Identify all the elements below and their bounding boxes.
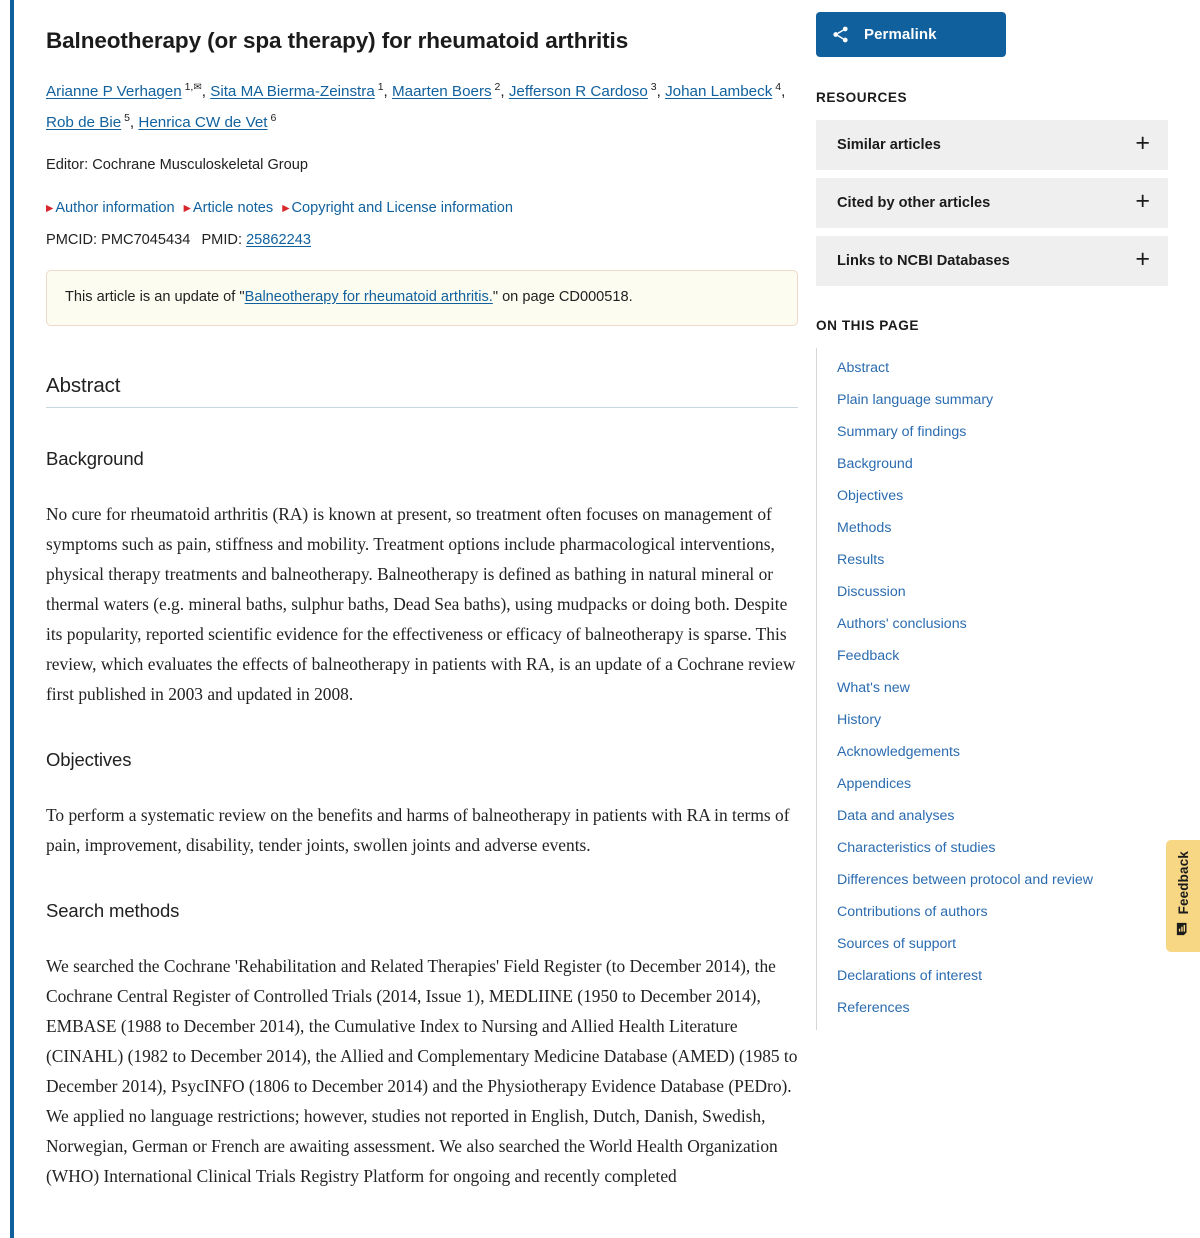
- abstract-heading: Abstract: [46, 374, 798, 408]
- author-affiliation-marker: 6: [267, 112, 277, 125]
- editor-name: Cochrane Musculoskeletal Group: [92, 157, 309, 174]
- on-this-page-link[interactable]: History: [837, 712, 882, 728]
- update-notice-prefix: This article is an update of ": [65, 288, 245, 305]
- on-this-page-link[interactable]: What's new: [837, 680, 910, 696]
- feedback-label: Feedback: [1175, 851, 1191, 915]
- share-icon: [816, 25, 864, 44]
- resource-accordion-row[interactable]: [816, 236, 1168, 286]
- on-this-page-link[interactable]: Acknowledgements: [837, 744, 961, 760]
- resource-accordion-row[interactable]: [816, 178, 1168, 228]
- meta-link[interactable]: [282, 200, 513, 216]
- author-separator: ,: [383, 83, 392, 101]
- resources-heading: RESOURCES: [816, 90, 908, 105]
- triangle-right-icon: ▶: [46, 203, 54, 215]
- author-affiliation-marker: 5: [121, 112, 130, 125]
- author-separator: ,: [656, 83, 666, 101]
- on-this-page-link[interactable]: Differences between protocol and review: [837, 872, 1094, 888]
- section-paragraph: We searched the Cochrane 'Rehabilitation and Related Therapies' Field Register (to December 2014), the Cochrane Central Register of Controlled Trials (2014, Issue 1), MEDLIINE (1950 to December 2014), EMBASE (1988 to December 2014), the Cumulative Index to Nursing and Allied Health Literature (CINAHL) (1982 to December 2014), the Allied and Complementary Medicine Database (AMED) (1985 to December 2014), PsycINFO (1806 to December 2014) and the Physiotherapy Evidence Database (PEDro). We applied no language restrictions; however, studies not reported in English, Dutch, Danish, Swedish, Norwegian, German or French are awaiting assessment. We also searched the World Health Organization (WHO) International Clinical Trials Registry Platform for ongoing and recently completed: [46, 956, 798, 1187]
- on-this-page-link[interactable]: Appendices: [837, 776, 912, 792]
- resources-accordion: [816, 120, 1168, 286]
- pmid-label: PMID:: [201, 231, 242, 248]
- on-this-page-link[interactable]: Sources of support: [837, 936, 957, 952]
- on-this-page-link[interactable]: Authors' conclusions: [837, 616, 967, 632]
- on-this-page-link[interactable]: Data and analyses: [837, 808, 955, 824]
- resource-label: Similar articles: [837, 137, 941, 153]
- left-accent-rail: [10, 0, 14, 1238]
- meta-link[interactable]: [46, 200, 175, 216]
- author-separator: ,: [129, 114, 139, 132]
- section-heading: Search methods: [46, 900, 180, 922]
- resource-accordion-row[interactable]: [816, 120, 1168, 170]
- on-this-page-link[interactable]: Contributions of authors: [837, 904, 988, 920]
- author-list: [46, 76, 798, 138]
- article-column: [46, 0, 798, 1191]
- on-this-page-link[interactable]: References: [837, 1000, 910, 1016]
- on-this-page-link[interactable]: Feedback: [837, 648, 900, 664]
- author-affiliation-marker: 1: [374, 81, 384, 94]
- on-this-page-link[interactable]: Abstract: [837, 360, 890, 376]
- meta-link[interactable]: [184, 200, 274, 216]
- plus-icon[interactable]: +: [1135, 187, 1150, 215]
- section-heading: Objectives: [46, 749, 132, 771]
- identifiers-line: [46, 232, 798, 248]
- on-this-page-link[interactable]: Discussion: [837, 584, 906, 600]
- section-paragraph: To perform a systematic review on the benefits and harms of balneotherapy in patients with RA in terms of pain, improvement, disability, tender joints, swollen joints and adverse events.: [46, 805, 790, 856]
- permalink-label: Permalink: [864, 26, 937, 43]
- author-separator: ,: [500, 83, 509, 101]
- author-link[interactable]: Sita MA Bierma-Zeinstra: [210, 83, 375, 101]
- meta-link-label: Author information: [55, 200, 175, 217]
- abstract-sections: [46, 448, 798, 1191]
- triangle-right-icon: ▶: [183, 203, 191, 215]
- pmcid-label: PMCID:: [46, 231, 98, 248]
- on-this-page-nav: [816, 348, 1168, 1030]
- author-separator: ,: [781, 83, 786, 101]
- on-this-page-link[interactable]: Objectives: [837, 488, 904, 504]
- page-title: Balneotherapy (or spa therapy) for rheumatoid arthritis: [46, 28, 629, 53]
- triangle-right-icon: ▶: [282, 203, 290, 215]
- author-link[interactable]: Jefferson R Cardoso: [508, 83, 648, 101]
- update-notice-suffix: " on page CD000518.: [492, 288, 633, 305]
- author-separator: ,: [201, 83, 211, 101]
- meta-link-label: Article notes: [192, 200, 274, 217]
- update-notice-box: [46, 270, 798, 326]
- on-this-page-link[interactable]: Summary of findings: [837, 424, 967, 440]
- author-affiliation-marker: 2: [491, 81, 501, 94]
- sidebar: [816, 0, 1168, 1030]
- meta-links: [46, 200, 798, 218]
- plus-icon[interactable]: +: [1135, 245, 1150, 273]
- resource-label: Links to NCBI Databases: [837, 253, 1010, 269]
- pmid-link[interactable]: 25862243: [246, 231, 311, 248]
- on-this-page-heading: ON THIS PAGE: [816, 318, 920, 333]
- on-this-page-link[interactable]: Characteristics of studies: [837, 840, 996, 856]
- envelope-icon[interactable]: ✉: [193, 82, 202, 94]
- section-paragraph: No cure for rheumatoid arthritis (RA) is known at present, so treatment often focuses on management of symptoms such as pain, stiffness and mobility. Treatment options include pharmacological interventions, physical therapy treatments and balneotherapy. Balneotherapy is defined as bathing in natural mineral or thermal waters (e.g. mineral baths, sulphur baths, Dead Sea baths), using mudpacks or doing both. Despite its popularity, reported scientific evidence for the effectiveness or efficacy of balneotherapy is sparse. This review, which evaluates the effects of balneotherapy in patients with RA, is an update of a Cochrane review first published in 2003 and updated in 2008.: [46, 504, 796, 705]
- editor-label: Editor:: [46, 157, 89, 174]
- author-link[interactable]: Maarten Boers: [392, 83, 492, 101]
- on-this-page-link[interactable]: Declarations of interest: [837, 968, 983, 984]
- on-this-page-link[interactable]: Methods: [837, 520, 892, 536]
- chart-icon: [1176, 922, 1190, 941]
- update-notice-link[interactable]: Balneotherapy for rheumatoid arthritis.: [244, 288, 493, 305]
- author-link[interactable]: Johan Lambeck: [665, 83, 773, 101]
- resource-label: Cited by other articles: [837, 195, 991, 211]
- author-affiliation-marker: 3: [647, 81, 657, 94]
- author-affiliation-marker: 4: [772, 81, 782, 94]
- plus-icon[interactable]: +: [1135, 129, 1150, 157]
- on-this-page-link[interactable]: Results: [837, 552, 885, 568]
- author-affiliation-marker: 1,✉: [181, 81, 202, 94]
- author-link[interactable]: Rob de Bie: [46, 114, 122, 132]
- section-heading: Background: [46, 448, 144, 470]
- feedback-tab[interactable]: [1166, 840, 1200, 952]
- meta-link-label: Copyright and License information: [291, 200, 513, 217]
- on-this-page-link[interactable]: Background: [837, 456, 913, 472]
- pmcid-value: PMC7045434: [101, 231, 191, 248]
- author-link[interactable]: Henrica CW de Vet: [138, 114, 268, 132]
- author-link[interactable]: Arianne P Verhagen: [46, 83, 182, 101]
- permalink-button[interactable]: [816, 12, 1006, 57]
- on-this-page-link[interactable]: Plain language summary: [837, 392, 994, 408]
- editor-line: [46, 157, 798, 173]
